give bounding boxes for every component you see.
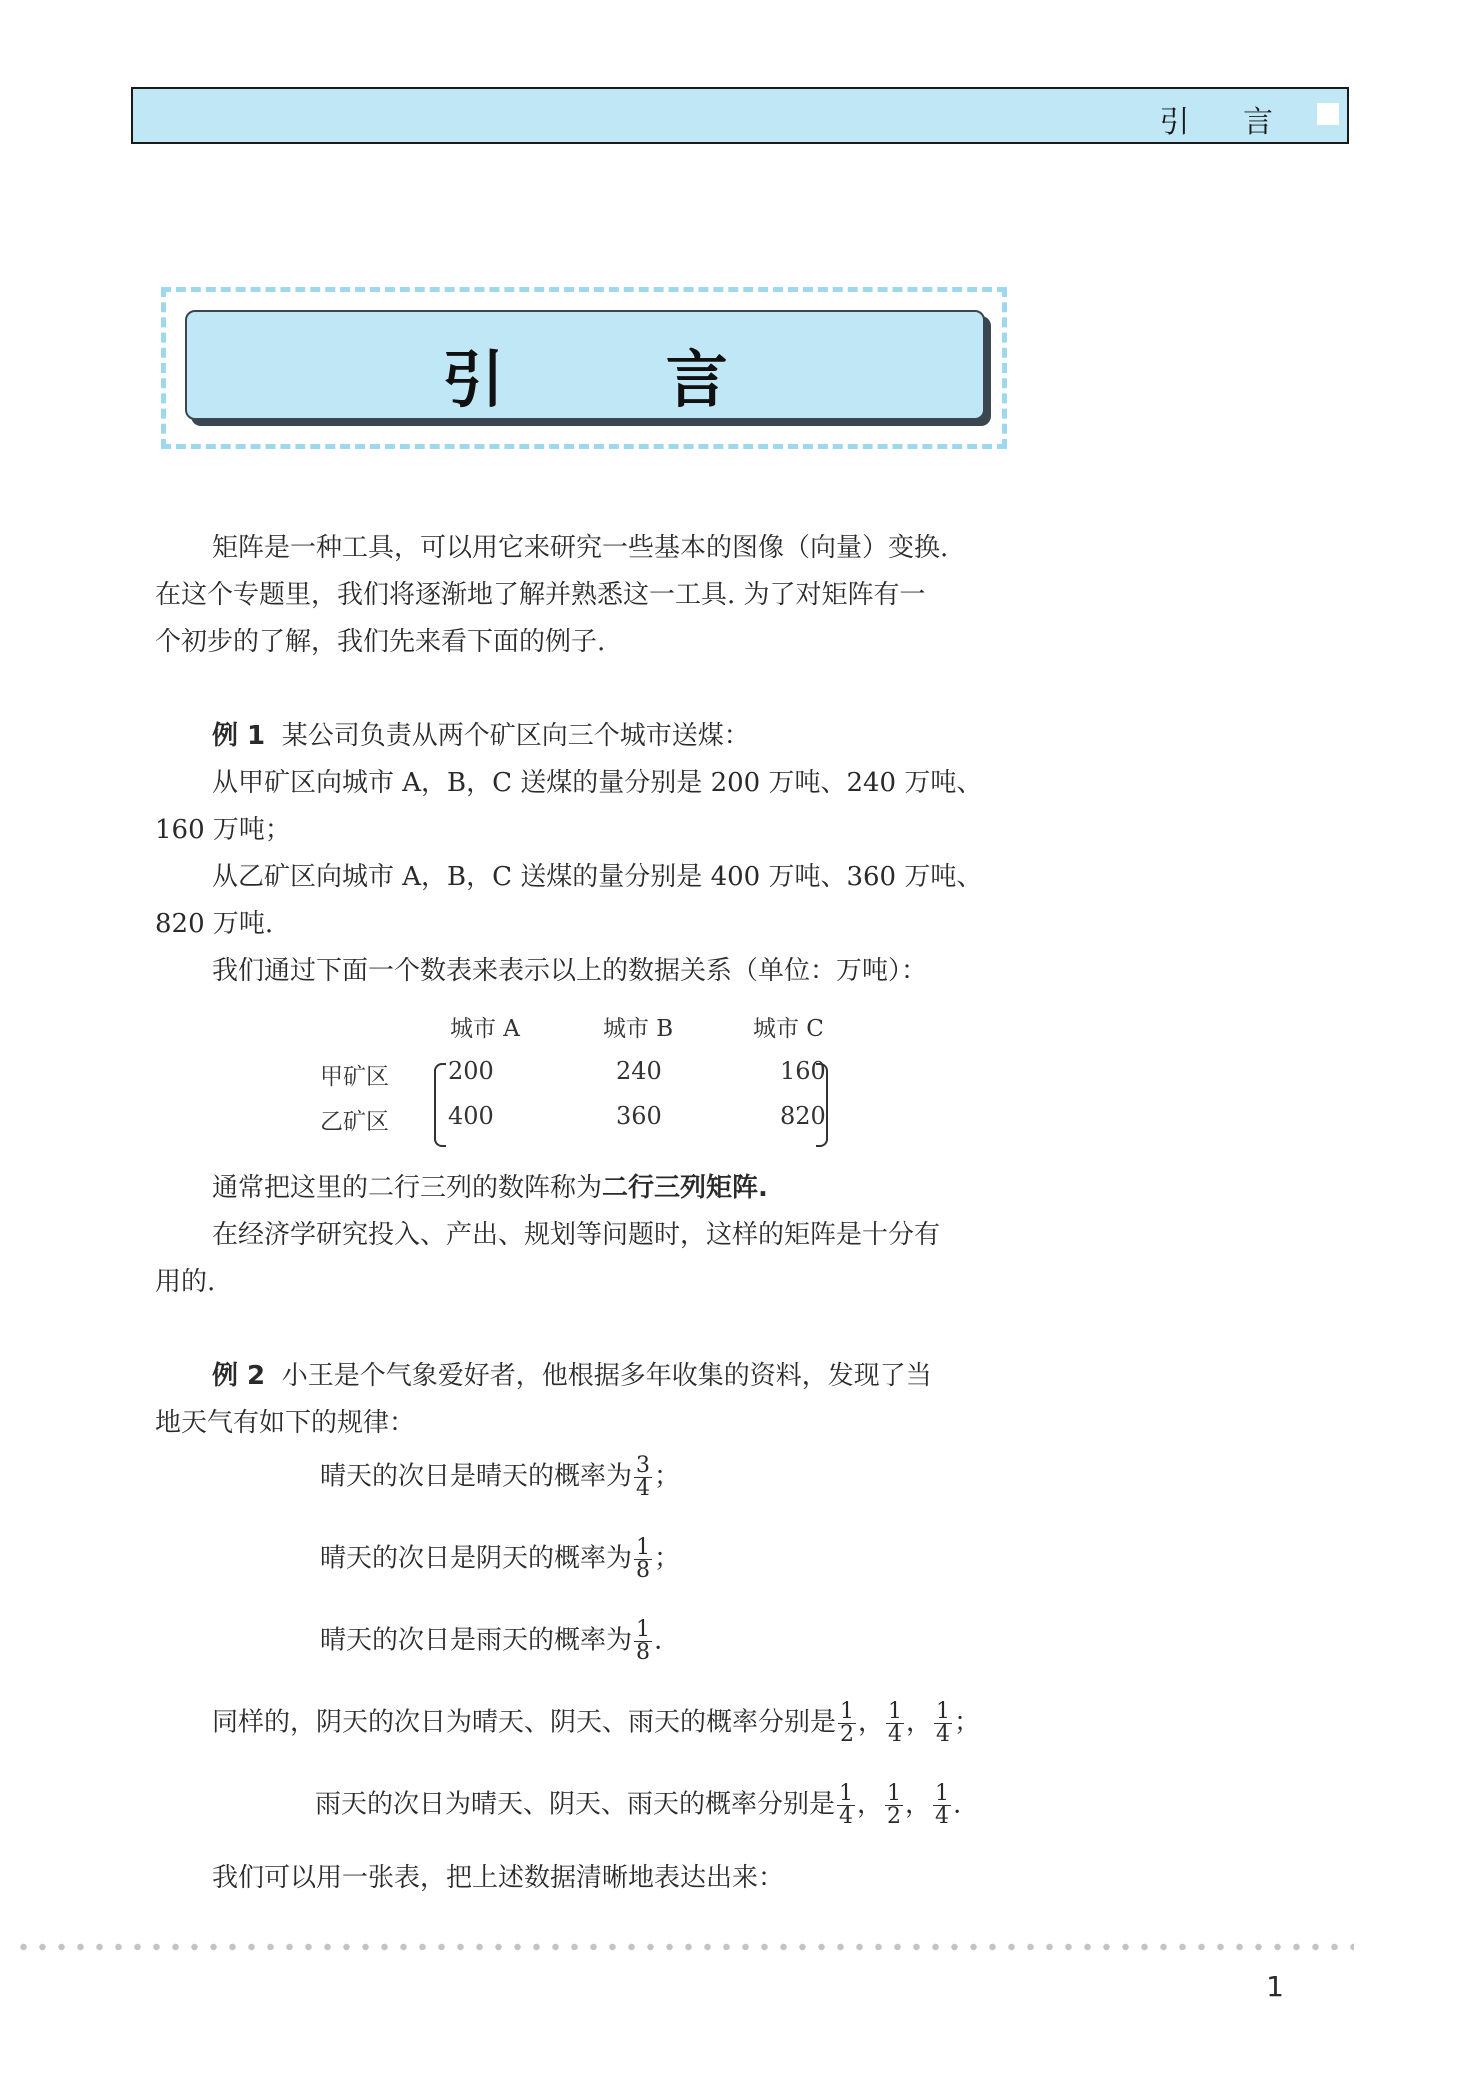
example2-line: 小王是个气象爱好者，他根据多年收集的资料，发现了当	[281, 1361, 932, 1391]
fraction-numerator: 1	[840, 1699, 855, 1724]
matrix-cell: 240	[616, 1057, 662, 1085]
prob-text: 晴天的次日是雨天的概率为	[320, 1625, 633, 1656]
fraction	[838, 1701, 856, 1746]
matrix-column-header: 城市 C	[753, 1016, 824, 1042]
fraction-numerator: 1	[636, 1617, 651, 1642]
matrix-row-label: 乙矿区	[320, 1109, 389, 1135]
coal-matrix	[320, 1010, 860, 1140]
matrix-cell: 360	[616, 1102, 662, 1130]
fraction	[933, 1783, 951, 1828]
fraction-denominator: 4	[888, 1722, 903, 1747]
same-end: ；	[954, 1707, 981, 1738]
fraction-numerator: 3	[636, 1453, 651, 1478]
example1-line: 820 万吨.	[155, 909, 274, 939]
footer-dotted-divider	[14, 1943, 1354, 1951]
fraction-numerator: 1	[935, 1781, 950, 1806]
matrix-cell: 200	[448, 1057, 494, 1085]
chapter-header-label: 引 言	[1159, 105, 1295, 140]
intro-line: 矩阵是一种工具，可以用它来研究一些基本的图像（向量）变换.	[212, 533, 949, 563]
after-matrix-first-line	[155, 1165, 940, 1212]
example1-paragraph	[155, 713, 982, 995]
fraction-denominator: 4	[636, 1476, 651, 1501]
example1-line: 某公司负责从两个矿区向三个城市送煤：	[281, 721, 750, 751]
example1-label: 例 1	[212, 721, 266, 751]
example1-first-line	[155, 713, 982, 760]
title-box	[185, 310, 985, 420]
same-text: 雨天的次日为晴天、阴天、雨天的概率分别是	[315, 1789, 836, 1820]
fraction-denominator: 4	[936, 1722, 951, 1747]
example1-line: 从甲矿区向城市 A，B，C 送煤的量分别是 200 万吨、240 万吨、	[212, 768, 983, 798]
fraction	[634, 1537, 652, 1582]
prob-end: .	[654, 1625, 663, 1656]
same-end: .	[953, 1789, 962, 1820]
intro-line: 在这个专题里，我们将逐渐地了解并熟悉这一工具. 为了对矩阵有一	[155, 580, 926, 610]
fraction-denominator: 4	[839, 1804, 854, 1829]
chapter-title: 引 言	[442, 343, 798, 416]
matrix-cell: 820	[780, 1102, 826, 1130]
example1-line: 从乙矿区向城市 A，B，C 送煤的量分别是 400 万吨、360 万吨、	[212, 862, 983, 892]
example2-label: 例 2	[212, 1361, 266, 1391]
fraction-denominator: 2	[840, 1722, 855, 1747]
prob-text: 晴天的次日是晴天的概率为	[320, 1461, 633, 1492]
matrix-left-bracket	[434, 1063, 446, 1147]
matrix-column-header: 城市 B	[603, 1016, 674, 1042]
example1-line: 我们通过下面一个数表来表示以上的数据关系（单位：万吨）：	[212, 956, 928, 986]
fraction	[634, 1455, 652, 1500]
prob-line	[320, 1455, 680, 1500]
example2-paragraph	[155, 1353, 932, 1447]
fraction-numerator: 1	[887, 1781, 902, 1806]
intro-paragraph	[155, 525, 948, 666]
prob-end: ；	[654, 1461, 681, 1492]
fraction	[886, 1701, 904, 1746]
prob-end: ；	[654, 1543, 681, 1574]
same-line-cloudy: 同样的，阴天的次日为晴天、阴天、雨天的概率分别是 $\frac{1}{2}$ ， $\frac{1}{4}$ ， $\frac{1}{4}$ ；	[212, 1699, 981, 1747]
fraction-denominator: 8	[636, 1558, 651, 1583]
fraction-numerator: 1	[636, 1535, 651, 1560]
after-matrix-line: 用的.	[155, 1267, 216, 1297]
fraction-denominator: 8	[636, 1640, 651, 1665]
fraction-numerator: 1	[888, 1699, 903, 1724]
fraction-numerator: 1	[839, 1781, 854, 1806]
matrix-cell: 400	[448, 1102, 494, 1130]
fraction-numerator: 1	[936, 1699, 951, 1724]
prob-text: 晴天的次日是阴天的概率为	[320, 1543, 633, 1574]
prob-line	[320, 1619, 662, 1664]
matrix-cell: 160	[780, 1057, 826, 1085]
matrix-term: 二行三列矩阵.	[602, 1173, 768, 1203]
fraction	[634, 1619, 652, 1664]
example2-line: 地天气有如下的规律：	[155, 1408, 416, 1438]
page-number: 1	[1266, 1970, 1284, 2003]
matrix-row-label: 甲矿区	[320, 1064, 389, 1090]
fraction	[885, 1783, 903, 1828]
fraction	[934, 1701, 952, 1746]
matrix-column-header: 城市 A	[450, 1016, 520, 1042]
fraction	[837, 1783, 855, 1828]
intro-line: 个初步的了解，我们先来看下面的例子.	[155, 627, 606, 657]
fraction-denominator: 2	[887, 1804, 902, 1829]
matrix-right-bracket	[816, 1063, 828, 1147]
header-square-decoration	[1317, 103, 1339, 125]
example1-line: 160 万吨；	[155, 815, 291, 845]
after-matrix-paragraph	[155, 1165, 940, 1306]
same-text: 同样的，阴天的次日为晴天、阴天、雨天的概率分别是	[212, 1707, 837, 1738]
fraction-denominator: 4	[935, 1804, 950, 1829]
after-matrix-text: 通常把这里的二行三列的数阵称为	[212, 1173, 603, 1203]
closing-line: 我们可以用一张表，把上述数据清晰地表达出来：	[212, 1863, 785, 1893]
closing-paragraph	[212, 1855, 784, 1902]
example2-first-line	[155, 1353, 932, 1400]
same-line-rainy: 雨天的次日为晴天、阴天、雨天的概率分别是 $\frac{1}{4}$ ， $\frac{1}{2}$ ， $\frac{1}{4}$ .	[315, 1781, 962, 1829]
chapter-header-bar	[131, 87, 1349, 144]
after-matrix-line: 在经济学研究投入、产出、规划等问题时，这样的矩阵是十分有	[212, 1220, 941, 1250]
prob-line	[320, 1537, 680, 1582]
